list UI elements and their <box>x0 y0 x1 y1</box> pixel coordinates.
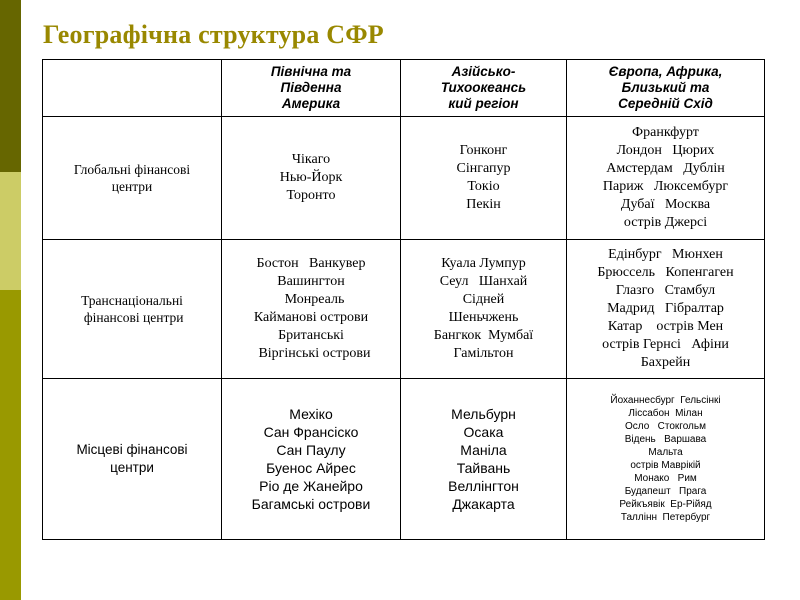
list-item: Бостон Ванкувер <box>256 256 366 271</box>
header-asia-pacific-line-1: Азійсько- <box>451 64 516 79</box>
list-item: Осло Стокгольм <box>625 421 706 432</box>
header-europe-africa-line-1: Європа, Африка, <box>608 64 723 79</box>
list-item: Брюссель Копенгаген <box>597 265 734 280</box>
cell-transnational-europe-africa <box>567 240 765 379</box>
row-category-local-line-1: Місцеві фінансові <box>76 442 188 457</box>
list-item: Катар острів Мен <box>607 319 724 334</box>
row-category-transnational-line-2: фінансові центри <box>80 310 184 325</box>
header-corner-blank <box>43 60 222 117</box>
list-item: Глазго Стамбул <box>615 283 716 298</box>
list-item: Сан Паулу <box>276 442 346 458</box>
list-item: Пекін <box>466 197 501 212</box>
list-item: Буенос Айрес <box>266 460 356 476</box>
list-item: Торонто <box>286 188 336 203</box>
decorative-sidebar <box>0 0 21 600</box>
header-europe-africa-line-2: Близький та <box>621 80 710 95</box>
list-item: Вашингтон <box>277 274 345 289</box>
list-item: Мадрид Гібралтар <box>607 301 724 316</box>
list-item: Сінгапур <box>456 161 511 176</box>
list-item: Сідней <box>462 292 505 307</box>
header-asia-pacific-line-2: Тихоокеансь <box>440 80 527 95</box>
list-item: Дубаї Москва <box>620 197 711 212</box>
cell-global-europe-africa <box>567 117 765 240</box>
header-americas-line-3: Америка <box>281 96 341 111</box>
list-item: Багамські острови <box>251 496 371 512</box>
list-item: Ріо де Жанейро <box>259 478 363 494</box>
list-item: Мехіко <box>289 406 333 422</box>
cell-local-europe-africa <box>567 379 765 540</box>
list-item: Бахрейн <box>640 355 691 370</box>
list-item: Монреаль <box>277 292 345 307</box>
header-europe-africa <box>567 60 765 117</box>
sidebar-band-top <box>0 0 21 172</box>
list-item: Чікаго <box>291 152 331 167</box>
row-category-local <box>43 379 222 540</box>
list-item: Маніла <box>460 442 507 458</box>
list-item: Йоханнесбург Гельсінкі <box>610 395 721 406</box>
list-item: Таллінн Петербург <box>620 512 711 523</box>
header-americas-line-1: Північна та <box>270 64 352 79</box>
row-category-global-line-2: центри <box>111 179 153 194</box>
list-item: Гонконг <box>459 143 508 158</box>
list-item: Рейкъявік Ер-Рійяд <box>619 499 712 510</box>
list-item: Джакарта <box>452 496 515 512</box>
list-item: Сан Франсіско <box>263 424 359 440</box>
list-item: Тайвань <box>456 460 511 476</box>
table-row <box>43 379 765 540</box>
header-americas <box>222 60 401 117</box>
list-item: Кайманові острови <box>253 310 369 325</box>
list-item: Будапешт Прага <box>624 486 707 497</box>
list-item: Нью-Йорк <box>279 170 343 185</box>
geographic-structure-table <box>42 59 765 540</box>
list-item: Мальта <box>648 447 683 458</box>
header-asia-pacific <box>401 60 567 117</box>
header-asia-pacific-line-3: кий регіон <box>448 96 519 111</box>
cell-global-asia-pacific <box>401 117 567 240</box>
cell-local-asia-pacific <box>401 379 567 540</box>
list-item: острів Гернсі Афіни <box>602 337 729 352</box>
row-category-transnational-line-1: Транснаціональні <box>81 293 183 308</box>
list-item: острів Маврікій <box>630 460 701 471</box>
list-item: Лондон Цюрих <box>616 143 715 158</box>
list-item: Веллінгтон <box>448 478 519 494</box>
list-item: Шеньчжень <box>448 310 519 325</box>
cell-local-americas <box>222 379 401 540</box>
list-item: Париж Люксембург <box>602 179 729 194</box>
list-item: Гамільтон <box>453 346 514 361</box>
list-item: острів Джерсі <box>623 215 708 230</box>
row-category-local-line-2: центри <box>110 460 154 475</box>
row-category-global-line-1: Глобальні фінансові <box>73 162 191 177</box>
cell-global-americas <box>222 117 401 240</box>
list-item: Сеул Шанхай <box>439 274 528 289</box>
list-item: Бангкок Мумбаї <box>433 328 534 343</box>
cell-transnational-americas <box>222 240 401 379</box>
list-item: Мельбурн <box>451 406 516 422</box>
slide-title: Географічна структура СФР <box>43 20 384 49</box>
table-row <box>43 117 765 240</box>
table-header-row <box>43 60 765 117</box>
list-item: Амстердам Дублін <box>606 161 725 176</box>
list-item: Осака <box>463 424 504 440</box>
table-row <box>43 240 765 379</box>
sidebar-band-middle <box>0 172 21 290</box>
list-item: Ліссабон Мілан <box>628 408 703 419</box>
list-item: Монако Рим <box>634 473 697 484</box>
row-category-global <box>43 117 222 240</box>
cell-transnational-asia-pacific <box>401 240 567 379</box>
row-category-transnational <box>43 240 222 379</box>
header-americas-line-2: Південна <box>280 80 342 95</box>
list-item: Франкфурт <box>632 125 699 140</box>
list-item: Едінбург Мюнхен <box>608 247 723 262</box>
sidebar-band-bottom <box>0 290 21 600</box>
list-item: Віргінські острови <box>251 346 371 361</box>
list-item: Куала Лумпур <box>441 256 526 271</box>
list-item: Токіо <box>467 179 500 194</box>
list-item: Британські <box>278 328 344 343</box>
list-item: Відень Варшава <box>624 434 707 445</box>
header-europe-africa-line-3: Середній Схід <box>618 96 713 111</box>
